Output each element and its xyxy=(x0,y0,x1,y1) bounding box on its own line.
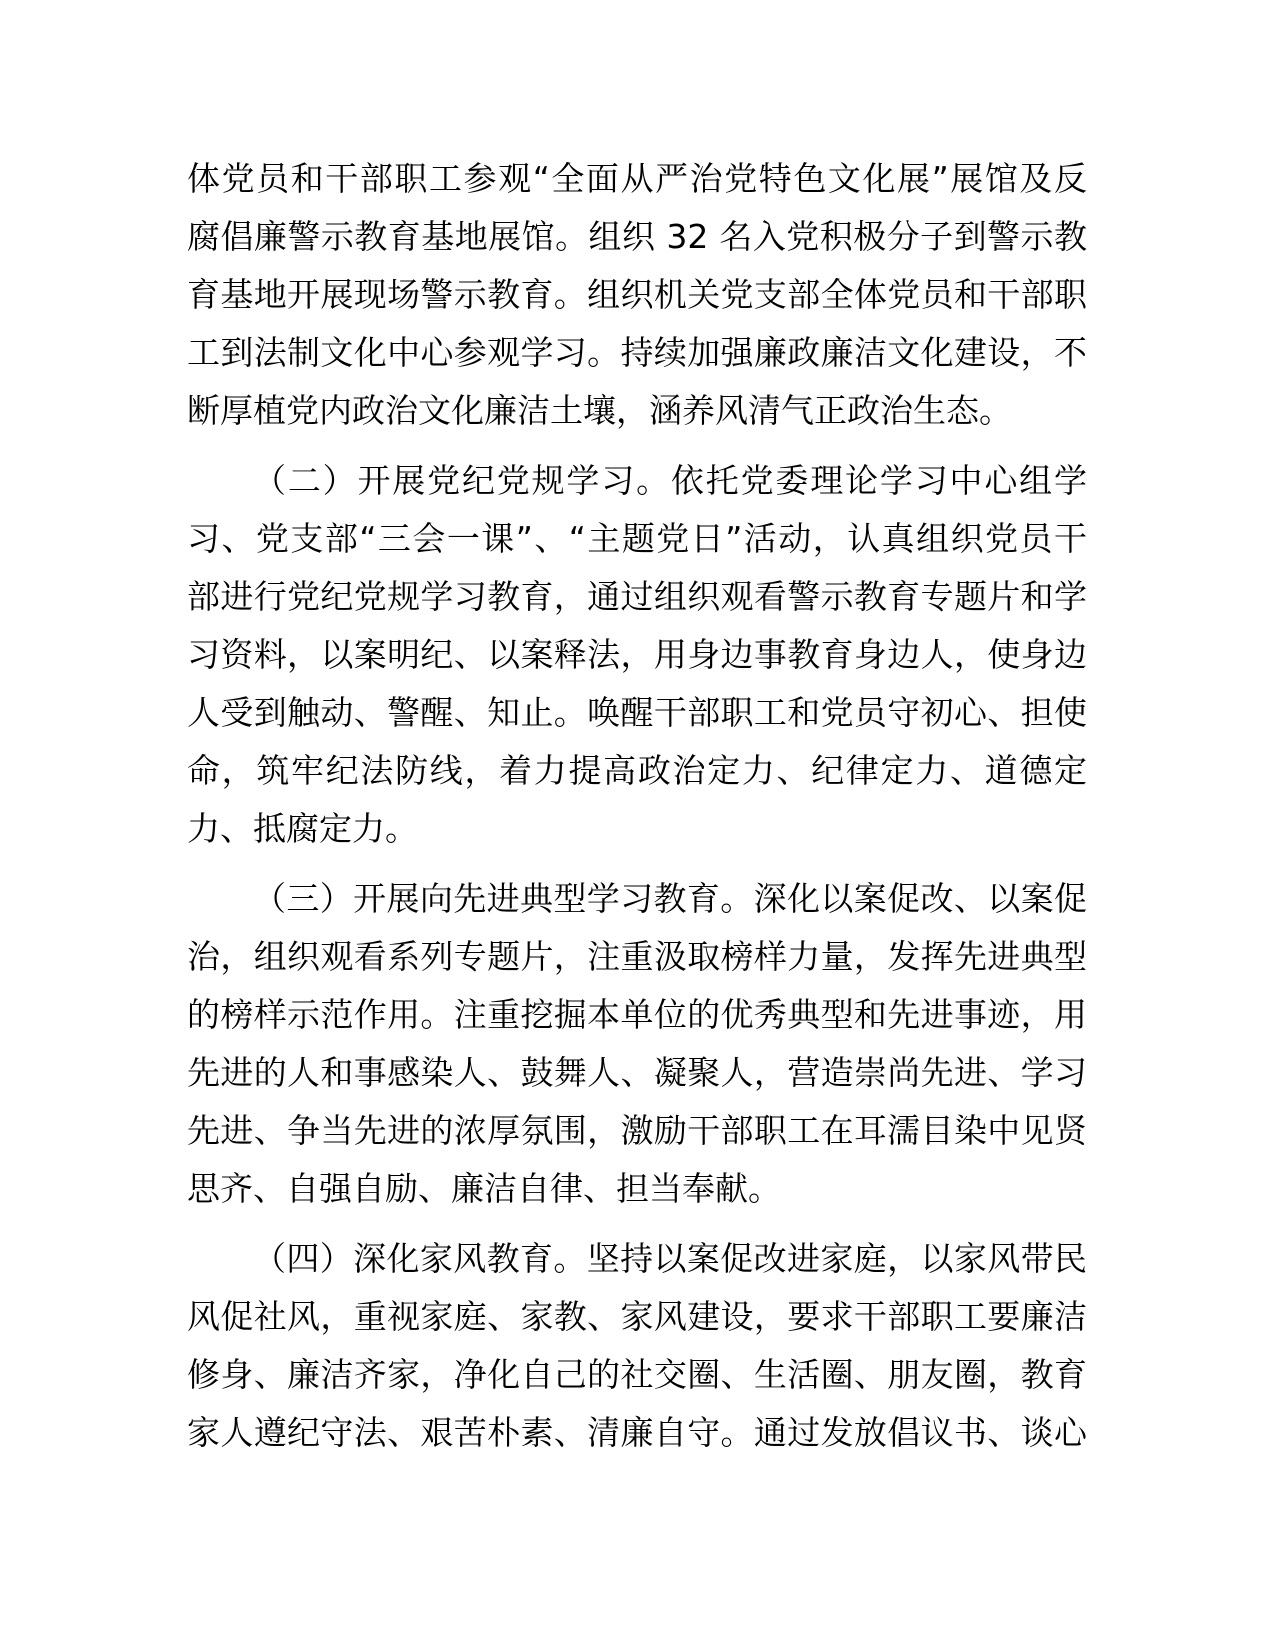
text-line: 风促社风，重视家庭、家教、家风建设，要求干部职工要廉洁 xyxy=(187,1297,1087,1336)
paragraph-section-2 xyxy=(187,452,1087,858)
section-heading-line: （二）开展党纪党规学习。依托党委理论学习中心组学 xyxy=(253,461,1087,500)
text-line: 育基地开展现场警示教育。组织机关党支部全体党员和干部职 xyxy=(187,275,1087,314)
text-line: 治，组织观看系列专题片，注重汲取榜样力量，发挥先进典型 xyxy=(187,937,1087,976)
paragraph-continuation xyxy=(187,150,1087,440)
paragraph-section-4 xyxy=(187,1230,1087,1462)
text-line: 力、抵腐定力。 xyxy=(187,809,418,848)
text-line: 习资料，以案明纪、以案释法，用身边事教育身边人，使身边 xyxy=(187,635,1087,674)
text-line: 体党员和干部职工参观“全面从严治党特色文化展”展馆及反 xyxy=(187,159,1087,198)
text-line: 思齐、自强自励、廉洁自律、担当奉献。 xyxy=(187,1169,781,1208)
text-line: 腐倡廉警示教育基地展馆。组织 32 名入党积极分子到警示教 xyxy=(187,217,1087,256)
text-line: 修身、廉洁齐家，净化自己的社交圈、生活圈、朋友圈，教育 xyxy=(187,1355,1087,1394)
text-line: 部进行党纪党规学习教育，通过组织观看警示教育专题片和学 xyxy=(187,577,1087,616)
document-body xyxy=(187,150,1087,1474)
text-line: 命，筑牢纪法防线，着力提高政治定力、纪律定力、道德定 xyxy=(187,751,1087,790)
text-line: 人受到触动、警醒、知止。唤醒干部职工和党员守初心、担使 xyxy=(187,693,1087,732)
text-line: 先进、争当先进的浓厚氛围，激励干部职工在耳濡目染中见贤 xyxy=(187,1111,1087,1150)
text-line: 断厚植党内政治文化廉洁土壤，涵养风清气正政治生态。 xyxy=(187,391,1012,430)
text-line: 的榜样示范作用。注重挖掘本单位的优秀典型和先进事迹，用 xyxy=(187,995,1087,1034)
text-line: 家人遵纪守法、艰苦朴素、清廉自守。通过发放倡议书、谈心 xyxy=(187,1413,1087,1452)
section-heading-line: （四）深化家风教育。坚持以案促改进家庭，以家风带民 xyxy=(253,1239,1087,1278)
text-line: 习、党支部“三会一课”、“主题党日”活动，认真组织党员干 xyxy=(187,519,1087,558)
paragraph-section-3 xyxy=(187,870,1087,1218)
text-line: 工到法制文化中心参观学习。持续加强廉政廉洁文化建设，不 xyxy=(187,333,1087,372)
text-line: 先进的人和事感染人、鼓舞人、凝聚人，营造崇尚先进、学习 xyxy=(187,1053,1087,1092)
section-heading-line: （三）开展向先进典型学习教育。深化以案促改、以案促 xyxy=(253,879,1087,918)
